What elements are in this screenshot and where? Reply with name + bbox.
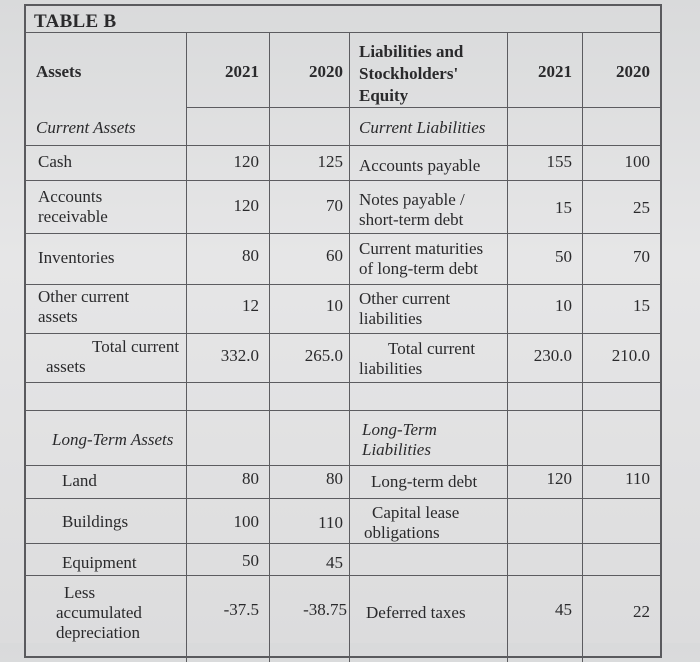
- asset-total-label: Total current: [92, 337, 180, 356]
- header-liab-2021: 2021: [538, 62, 572, 81]
- liability-label: Other current: [359, 289, 451, 308]
- header-2020: 2020: [309, 62, 343, 81]
- grid-line: [26, 333, 660, 334]
- lt-asset-value-2021: 100: [233, 512, 259, 531]
- header-2021: 2021: [225, 62, 259, 81]
- grid-line: [26, 410, 660, 411]
- grid-line: [26, 284, 660, 285]
- liability-label-cont: liabilities: [359, 309, 423, 328]
- liability-value-2021: 15: [555, 198, 572, 217]
- lt-asset-label: Land: [62, 471, 97, 490]
- asset-value-2020: 60: [326, 246, 343, 265]
- asset-value-2021: 120: [233, 196, 259, 215]
- lt-liability-label: Deferred taxes: [366, 603, 466, 622]
- lt-asset-value-2020: -38.75: [303, 600, 347, 619]
- asset-total-label-cont: assets: [46, 357, 86, 376]
- lt-asset-value-2021: 80: [242, 469, 259, 488]
- section-current-assets: Current Assets: [36, 118, 136, 137]
- liability-value-2021: 10: [555, 296, 572, 315]
- header-liabilities-line3: Equity: [359, 86, 409, 105]
- section-long-term-assets: Long-Term Assets: [52, 430, 174, 449]
- asset-value-2021: 80: [242, 246, 259, 265]
- section-long-term-liabilities: Long-Term: [362, 420, 437, 439]
- grid-line: [26, 233, 660, 234]
- liability-total-2020: 210.0: [611, 346, 650, 365]
- lt-asset-label: Less: [64, 583, 96, 602]
- liability-label: Notes payable /: [359, 190, 465, 209]
- grid-line: [26, 382, 660, 383]
- lt-liability-label: Long-term debt: [371, 472, 478, 491]
- liability-value-2021: 155: [546, 152, 572, 171]
- asset-label-cont: assets: [38, 307, 78, 326]
- asset-value-2020: 125: [317, 152, 343, 171]
- grid-line: [26, 543, 660, 544]
- lt-liability-value-2020: 110: [625, 469, 650, 488]
- lt-liability-value-2021: 45: [555, 600, 572, 619]
- lt-liability-label-cont: obligations: [364, 523, 440, 542]
- asset-label: Other current: [38, 287, 130, 306]
- grid-line: [186, 107, 660, 108]
- asset-label-cont: receivable: [38, 207, 108, 226]
- asset-total-2021: 332.0: [220, 346, 259, 365]
- asset-value-2021: 12: [242, 296, 259, 315]
- liability-total-2021: 230.0: [533, 346, 572, 365]
- grid-line: [26, 575, 660, 576]
- liability-value-2020: 100: [624, 152, 650, 171]
- liability-label: Accounts payable: [359, 156, 481, 175]
- header-assets: Assets: [36, 62, 82, 81]
- liability-value-2020: 25: [633, 198, 650, 217]
- grid-line: [349, 32, 350, 662]
- asset-value-2021: 120: [233, 152, 259, 171]
- lt-asset-value-2020: 110: [318, 513, 343, 532]
- table-title: TABLE B: [34, 11, 117, 32]
- header-liabilities-line1: Liabilities and: [359, 42, 464, 61]
- lt-asset-value-2020: 45: [326, 553, 343, 572]
- asset-label: Cash: [38, 152, 72, 171]
- asset-total-2020: 265.0: [304, 346, 343, 365]
- liability-label: Current maturities: [359, 239, 484, 258]
- lt-liability-value-2021: 120: [546, 469, 572, 488]
- liability-total-label: Total current: [388, 339, 476, 358]
- grid-line: [26, 145, 660, 146]
- asset-value-2020: 10: [326, 296, 343, 315]
- lt-liability-label: Capital lease: [372, 503, 460, 522]
- liability-label-cont: of long-term debt: [359, 259, 478, 278]
- section-current-liabilities: Current Liabilities: [359, 118, 486, 137]
- asset-label: Accounts: [38, 187, 103, 206]
- liability-value-2021: 50: [555, 247, 572, 266]
- lt-asset-value-2021: -37.5: [223, 600, 259, 619]
- liability-total-label-cont: liabilities: [359, 359, 423, 378]
- header-liabilities-line2: Stockholders': [359, 64, 459, 83]
- lt-liability-value-2020: 22: [633, 602, 650, 621]
- liability-label-cont: short-term debt: [359, 210, 464, 229]
- asset-label: Inventories: [38, 248, 115, 267]
- grid-line: [26, 32, 660, 33]
- balance-sheet-table: [24, 4, 662, 658]
- section-long-term-liabilities-cont: Liabilities: [362, 440, 431, 459]
- lt-asset-value-2021: 50: [242, 551, 259, 570]
- grid-line: [26, 498, 660, 499]
- asset-value-2020: 70: [326, 196, 343, 215]
- header-liab-2020: 2020: [616, 62, 650, 81]
- lt-asset-label-cont2: depreciation: [56, 623, 141, 642]
- lt-asset-label-cont: accumulated: [56, 603, 142, 622]
- grid-line: [26, 465, 660, 466]
- liability-value-2020: 70: [633, 247, 650, 266]
- grid-line: [26, 180, 660, 181]
- liability-value-2020: 15: [633, 296, 650, 315]
- lt-asset-label: Equipment: [62, 553, 137, 572]
- lt-asset-value-2020: 80: [326, 469, 343, 488]
- lt-asset-label: Buildings: [62, 512, 129, 531]
